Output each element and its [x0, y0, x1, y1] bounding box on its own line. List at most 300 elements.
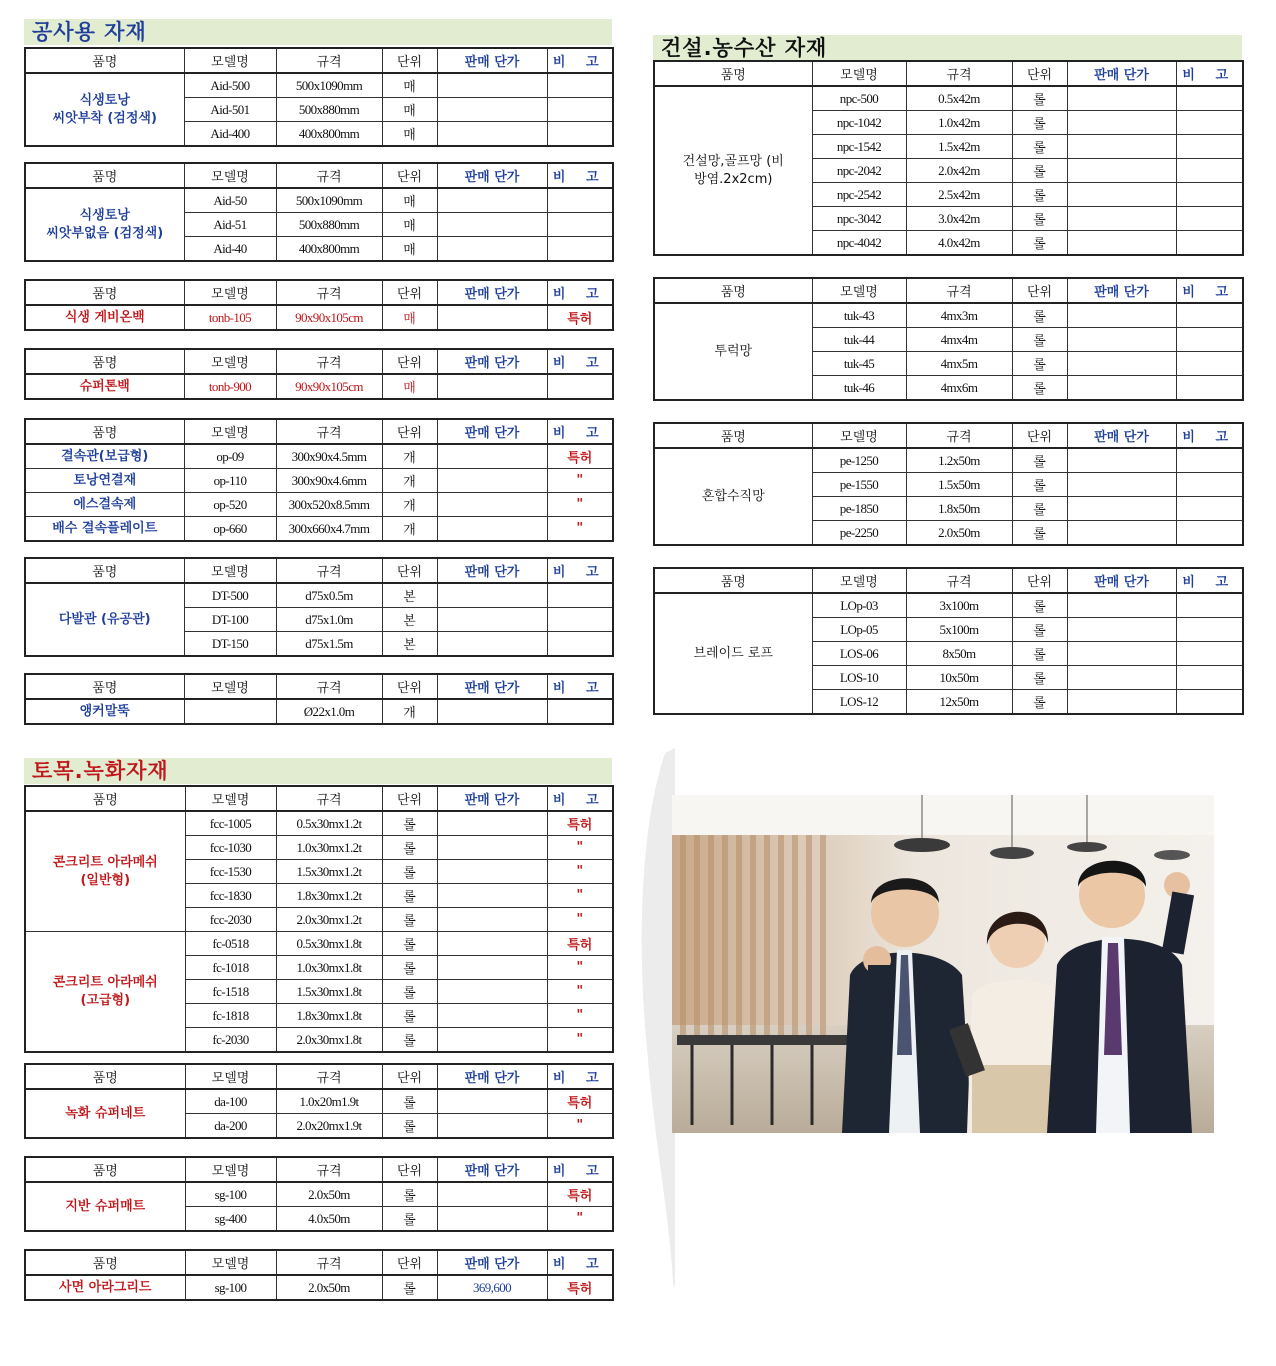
product-name: 토낭연결재 [25, 469, 184, 493]
model-name: fcc-1005 [185, 811, 276, 836]
model-name: fc-1518 [185, 980, 276, 1004]
header-spec: 규격 [276, 163, 382, 188]
unit: 롤 [382, 956, 437, 980]
spec: 90x90x105cm [276, 374, 382, 399]
spec: 300x520x8.5mm [276, 493, 382, 517]
spec: 500x880mm [276, 213, 382, 237]
sale-price [1067, 497, 1176, 521]
brush-stroke-decoration [635, 748, 675, 1288]
product-name: 배수 결속플레이트 [25, 517, 184, 542]
header-note: 비 고 [547, 419, 613, 444]
sale-price [437, 1207, 547, 1232]
note [1176, 666, 1243, 690]
product-name: 다발관 (유공관) [25, 583, 184, 656]
model-name: Aid-51 [184, 213, 276, 237]
note: " [547, 493, 613, 517]
unit: 롤 [1012, 183, 1067, 207]
note: " [547, 1114, 613, 1139]
spec: 4mx4m [906, 328, 1012, 352]
model-name: npc-4042 [812, 231, 906, 256]
sale-price [1067, 593, 1176, 618]
spec: d75x1.5m [276, 632, 382, 657]
unit: 롤 [382, 884, 437, 908]
unit: 롤 [382, 1182, 437, 1207]
unit: 매 [382, 305, 437, 330]
sale-price [437, 122, 547, 147]
unit: 롤 [1012, 111, 1067, 135]
product-table [24, 1249, 614, 1301]
unit: 롤 [1012, 642, 1067, 666]
model-name: LOp-03 [812, 593, 906, 618]
spec: 1.0x42m [906, 111, 1012, 135]
note [1176, 352, 1243, 376]
sale-price [437, 98, 547, 122]
sale-price [437, 305, 547, 330]
header-unit: 단위 [1012, 61, 1067, 86]
header-model: 모델명 [185, 1250, 276, 1275]
table-row [25, 469, 613, 493]
unit: 롤 [1012, 86, 1067, 111]
note [1176, 183, 1243, 207]
sale-price [437, 980, 547, 1004]
header-price: 판매 단가 [437, 674, 547, 699]
unit: 롤 [1012, 303, 1067, 328]
header-unit: 단위 [382, 1064, 437, 1089]
unit: 개 [382, 493, 437, 517]
table-header-row [25, 163, 613, 188]
spec: 300x90x4.6mm [276, 469, 382, 493]
note: " [547, 956, 613, 980]
header-name: 품명 [25, 419, 184, 444]
header-model: 모델명 [185, 786, 276, 811]
model-name: tuk-45 [812, 352, 906, 376]
model-name: op-09 [184, 444, 276, 469]
product-table [24, 557, 614, 657]
unit: 개 [382, 517, 437, 542]
header-spec: 규격 [276, 786, 382, 811]
unit: 매 [382, 73, 437, 98]
unit: 롤 [1012, 666, 1067, 690]
unit: 롤 [1012, 207, 1067, 231]
sale-price [437, 811, 547, 836]
note: " [547, 469, 613, 493]
product-name: 혼합수직망 [654, 448, 812, 545]
table-header-row [25, 786, 613, 811]
table-row [25, 583, 613, 608]
sale-price [1067, 86, 1176, 111]
header-model: 모델명 [812, 61, 906, 86]
sale-price [1067, 111, 1176, 135]
sale-price [437, 73, 547, 98]
spec: 1.5x42m [906, 135, 1012, 159]
unit: 롤 [382, 1275, 437, 1300]
header-spec: 규격 [276, 419, 382, 444]
sale-price [437, 1182, 547, 1207]
model-name: npc-2042 [812, 159, 906, 183]
header-model: 모델명 [812, 278, 906, 303]
model-name: tonb-900 [184, 374, 276, 399]
header-note: 비 고 [547, 1157, 613, 1182]
table-row [25, 1089, 613, 1114]
header-unit: 단위 [382, 558, 437, 583]
sale-price [437, 1089, 547, 1114]
section-title-civil-greening-materials: 토목.녹화자재 [24, 758, 612, 784]
table-header-row [25, 1250, 613, 1275]
model-name: npc-3042 [812, 207, 906, 231]
header-unit: 단위 [382, 786, 437, 811]
product-name: 브레이드 로프 [654, 593, 812, 714]
spec: 10x50m [906, 666, 1012, 690]
table-header-row [25, 1064, 613, 1089]
sale-price [437, 884, 547, 908]
note [547, 73, 613, 98]
table-row [654, 448, 1243, 473]
spec: 3x100m [906, 593, 1012, 618]
model-name: pe-1550 [812, 473, 906, 497]
model-name: Aid-40 [184, 237, 276, 262]
model-name: sg-100 [185, 1182, 276, 1207]
table-row [25, 932, 613, 956]
product-name: 식생토낭 씨앗부없음 (검정색) [25, 188, 184, 261]
header-name: 품명 [654, 61, 812, 86]
unit: 매 [382, 188, 437, 213]
sale-price [437, 469, 547, 493]
note: " [547, 1004, 613, 1028]
header-name: 품명 [25, 1157, 185, 1182]
sale-price [1067, 352, 1176, 376]
product-name: 투럭망 [654, 303, 812, 400]
product-table [24, 348, 614, 400]
header-price: 판매 단가 [1067, 568, 1176, 593]
model-name: fcc-1030 [185, 836, 276, 860]
header-name: 품명 [25, 558, 184, 583]
sale-price: 369,600 [437, 1275, 547, 1300]
sale-price [437, 1028, 547, 1053]
model-name: tuk-43 [812, 303, 906, 328]
table-header-row [25, 280, 613, 305]
product-name: 슈퍼톤백 [25, 374, 184, 399]
header-note: 비 고 [1176, 61, 1243, 86]
product-name: 식생 게비온백 [25, 305, 184, 330]
header-spec: 규격 [276, 1157, 382, 1182]
spec: 1.5x30mx1.2t [276, 860, 382, 884]
header-unit: 단위 [1012, 568, 1067, 593]
product-table [24, 785, 614, 1053]
note: 특허 [547, 305, 613, 330]
unit: 매 [382, 237, 437, 262]
header-model: 모델명 [184, 280, 276, 305]
header-name: 품명 [25, 786, 185, 811]
note: 특허 [547, 1275, 613, 1300]
unit: 개 [382, 469, 437, 493]
note: " [547, 908, 613, 932]
spec: 90x90x105cm [276, 305, 382, 330]
header-price: 판매 단가 [437, 349, 547, 374]
sale-price [437, 374, 547, 399]
note [547, 699, 613, 724]
table-header-row [25, 419, 613, 444]
sale-price [437, 1004, 547, 1028]
header-note: 비 고 [547, 48, 613, 73]
table-row [25, 493, 613, 517]
note [1176, 135, 1243, 159]
header-spec: 규격 [276, 674, 382, 699]
spec: 2.0x42m [906, 159, 1012, 183]
note [1176, 618, 1243, 642]
header-spec: 규격 [276, 558, 382, 583]
note [1176, 473, 1243, 497]
table-header-row [25, 558, 613, 583]
model-name: fc-1818 [185, 1004, 276, 1028]
model-name: fc-2030 [185, 1028, 276, 1053]
model-name: Aid-501 [184, 98, 276, 122]
spec: 12x50m [906, 690, 1012, 715]
unit: 롤 [382, 1207, 437, 1232]
unit: 매 [382, 374, 437, 399]
note: " [547, 884, 613, 908]
header-name: 품명 [25, 163, 184, 188]
model-name: DT-100 [184, 608, 276, 632]
spec: 1.8x50m [906, 497, 1012, 521]
sale-price [1067, 183, 1176, 207]
note: " [547, 836, 613, 860]
sale-price [1067, 448, 1176, 473]
sale-price [437, 237, 547, 262]
product-name: 지반 슈퍼매트 [25, 1182, 185, 1231]
note: 특허 [547, 1182, 613, 1207]
unit: 롤 [1012, 448, 1067, 473]
table-header-row [25, 1157, 613, 1182]
header-unit: 단위 [1012, 423, 1067, 448]
spec: 0.5x30mx1.2t [276, 811, 382, 836]
model-name: LOp-05 [812, 618, 906, 642]
header-note: 비 고 [547, 163, 613, 188]
model-name: npc-500 [812, 86, 906, 111]
spec: 2.0x50m [906, 521, 1012, 546]
model-name: tonb-105 [184, 305, 276, 330]
header-model: 모델명 [185, 1064, 276, 1089]
unit: 본 [382, 608, 437, 632]
note: " [547, 1207, 613, 1232]
header-spec: 규격 [276, 48, 382, 73]
spec: 400x800mm [276, 122, 382, 147]
header-note: 비 고 [1176, 568, 1243, 593]
unit: 롤 [1012, 159, 1067, 183]
header-price: 판매 단가 [437, 1250, 547, 1275]
header-price: 판매 단가 [437, 558, 547, 583]
note [547, 98, 613, 122]
spec: 500x1090mm [276, 73, 382, 98]
header-price: 판매 단가 [437, 1157, 547, 1182]
header-unit: 단위 [382, 419, 437, 444]
header-name: 품명 [25, 674, 184, 699]
unit: 롤 [382, 1114, 437, 1139]
table-header-row [25, 48, 613, 73]
spec: 4.0x50m [276, 1207, 382, 1232]
sale-price [437, 699, 547, 724]
table-row [25, 1275, 613, 1300]
header-model: 모델명 [184, 419, 276, 444]
table-header-row [654, 61, 1243, 86]
product-table [653, 567, 1244, 715]
note: 특허 [547, 932, 613, 956]
note [1176, 521, 1243, 546]
sale-price [437, 932, 547, 956]
product-name: 에스결속제 [25, 493, 184, 517]
unit: 롤 [382, 1028, 437, 1053]
spec: 1.5x50m [906, 473, 1012, 497]
model-name: fcc-1530 [185, 860, 276, 884]
section-title-construction-materials: 공사용 자재 [24, 19, 612, 45]
note [1176, 376, 1243, 401]
sale-price [437, 608, 547, 632]
header-unit: 단위 [382, 1250, 437, 1275]
header-unit: 단위 [382, 1157, 437, 1182]
note: 특허 [547, 444, 613, 469]
sale-price [1067, 666, 1176, 690]
model-name: sg-400 [185, 1207, 276, 1232]
sale-price [1067, 159, 1176, 183]
model-name: LOS-12 [812, 690, 906, 715]
model-name: tuk-46 [812, 376, 906, 401]
sale-price [1067, 376, 1176, 401]
note [1176, 497, 1243, 521]
product-table [653, 277, 1244, 401]
model-name: pe-2250 [812, 521, 906, 546]
header-unit: 단위 [382, 349, 437, 374]
spec: 8x50m [906, 642, 1012, 666]
header-price: 판매 단가 [1067, 423, 1176, 448]
table-row [654, 303, 1243, 328]
product-name: 사면 아라그리드 [25, 1275, 185, 1300]
table-row [25, 699, 613, 724]
note [1176, 111, 1243, 135]
model-name: Aid-400 [184, 122, 276, 147]
product-table [653, 422, 1244, 546]
header-note: 비 고 [547, 1250, 613, 1275]
sale-price [1067, 231, 1176, 256]
sale-price [1067, 521, 1176, 546]
model-name: npc-1042 [812, 111, 906, 135]
header-note: 비 고 [547, 558, 613, 583]
spec: 400x800mm [276, 237, 382, 262]
note [1176, 207, 1243, 231]
unit: 롤 [382, 932, 437, 956]
note [1176, 328, 1243, 352]
note: 특허 [547, 811, 613, 836]
note [547, 237, 613, 262]
spec: 1.0x30mx1.2t [276, 836, 382, 860]
sale-price [437, 583, 547, 608]
spec: 1.0x20m1.9t [276, 1089, 382, 1114]
section-title-civil-agri-materials: 건설.농수산 자재 [653, 35, 1242, 61]
product-name: 앵커말뚝 [25, 699, 184, 724]
unit: 롤 [382, 980, 437, 1004]
product-table [24, 1156, 614, 1232]
sale-price [1067, 473, 1176, 497]
header-price: 판매 단가 [437, 419, 547, 444]
note: " [547, 860, 613, 884]
unit: 롤 [1012, 328, 1067, 352]
product-name: 콘크리트 아라메쉬 (일반형) [25, 811, 185, 932]
header-unit: 단위 [382, 280, 437, 305]
spec: d75x1.0m [276, 608, 382, 632]
header-spec: 규격 [276, 1250, 382, 1275]
note [547, 213, 613, 237]
header-price: 판매 단가 [1067, 61, 1176, 86]
header-model: 모델명 [184, 163, 276, 188]
unit: 매 [382, 213, 437, 237]
note [547, 608, 613, 632]
model-name [184, 699, 276, 724]
header-note: 비 고 [1176, 278, 1243, 303]
model-name: pe-1850 [812, 497, 906, 521]
product-name: 식생토낭 씨앗부착 (검정색) [25, 73, 184, 146]
model-name: Aid-50 [184, 188, 276, 213]
model-name: npc-2542 [812, 183, 906, 207]
sale-price [1067, 690, 1176, 715]
header-spec: 규격 [906, 278, 1012, 303]
header-model: 모델명 [184, 674, 276, 699]
spec: 0.5x42m [906, 86, 1012, 111]
note [547, 583, 613, 608]
unit: 롤 [1012, 593, 1067, 618]
product-table [24, 279, 614, 331]
header-spec: 규격 [276, 349, 382, 374]
note [1176, 690, 1243, 715]
header-price: 판매 단가 [437, 786, 547, 811]
table-row [654, 86, 1243, 111]
product-name: 건설망,골프망 (비 방염.2x2cm) [654, 86, 812, 255]
spec: 2.0x50m [276, 1275, 382, 1300]
header-name: 품명 [25, 349, 184, 374]
sale-price [1067, 135, 1176, 159]
spec: 3.0x42m [906, 207, 1012, 231]
note: 특허 [547, 1089, 613, 1114]
header-unit: 단위 [382, 674, 437, 699]
header-unit: 단위 [1012, 278, 1067, 303]
business-team-photo [672, 795, 1214, 1133]
header-spec: 규격 [906, 61, 1012, 86]
spec: 300x90x4.5mm [276, 444, 382, 469]
header-model: 모델명 [184, 558, 276, 583]
model-name: DT-500 [184, 583, 276, 608]
sale-price [1067, 618, 1176, 642]
spec: 4mx3m [906, 303, 1012, 328]
unit: 개 [382, 699, 437, 724]
header-model: 모델명 [812, 568, 906, 593]
header-spec: 규격 [906, 568, 1012, 593]
sale-price [437, 860, 547, 884]
model-name: fcc-1830 [185, 884, 276, 908]
sale-price [437, 213, 547, 237]
unit: 롤 [1012, 618, 1067, 642]
unit: 롤 [382, 1089, 437, 1114]
header-unit: 단위 [382, 163, 437, 188]
product-table [24, 47, 614, 147]
note [547, 374, 613, 399]
note: " [547, 517, 613, 542]
spec: 300x660x4.7mm [276, 517, 382, 542]
table-header-row [654, 278, 1243, 303]
unit: 롤 [1012, 690, 1067, 715]
sale-price [437, 956, 547, 980]
note [1176, 448, 1243, 473]
header-note: 비 고 [547, 674, 613, 699]
table-row [25, 1182, 613, 1207]
header-spec: 규격 [276, 280, 382, 305]
unit: 롤 [382, 860, 437, 884]
